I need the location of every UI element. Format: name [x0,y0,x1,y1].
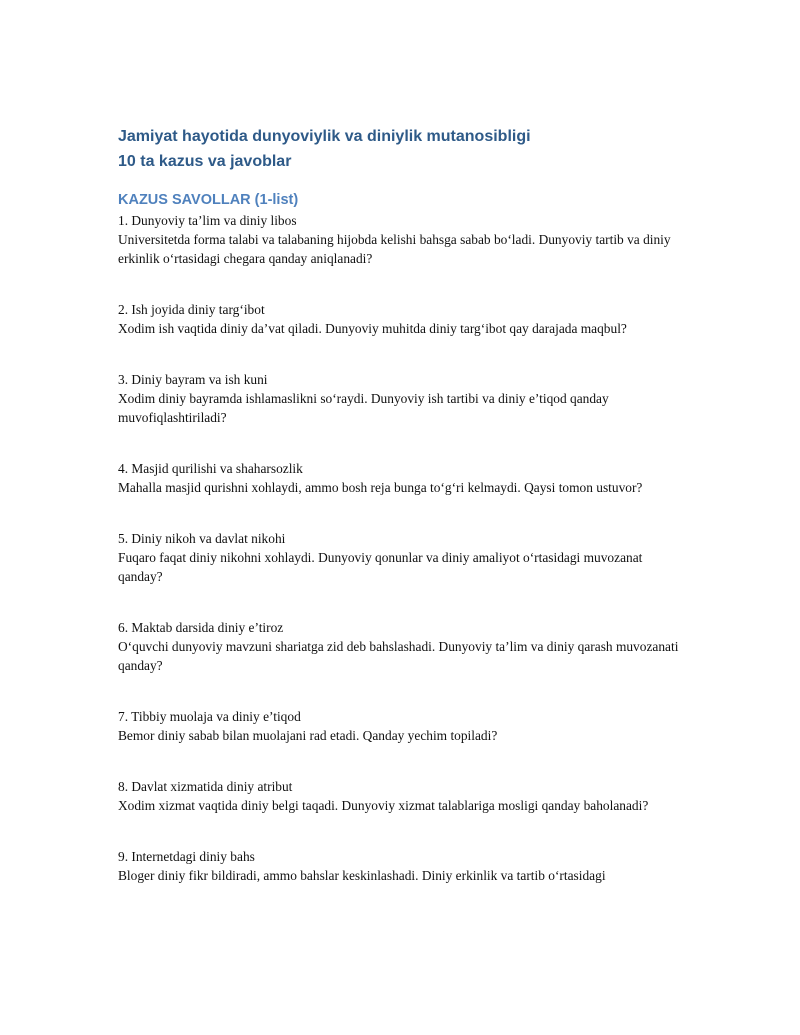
title-line-1: Jamiyat hayotida dunyoviylik va diniylik mutanosibligi [118,128,531,145]
case-item [118,529,688,586]
case-text: Bloger diniy fikr bildiradi, ammo bahslar keskinlashadi. Diniy erkinlik va tartib o‘rtasidagi [118,868,606,883]
case-title: 5. Diniy nikoh va davlat nikohi [118,531,286,546]
document-page [118,124,688,917]
case-item [118,211,688,268]
case-item [118,707,688,745]
case-title: 9. Internetdagi diniy bahs [118,849,255,864]
case-text: Bemor diniy sabab bilan muolajani rad etadi. Qanday yechim topiladi? [118,728,498,743]
case-title: 2. Ish joyida diniy targ‘ibot [118,302,265,317]
case-item [118,618,688,675]
case-list [118,211,688,885]
case-text: Xodim xizmat vaqtida diniy belgi taqadi. Dunyoviy xizmat talablariga mosligi qanday baholanadi? [118,798,649,813]
case-text: O‘quvchi dunyoviy mavzuni shariatga zid deb bahslashadi. Dunyoviy ta’lim va diniy qarash muvozanati qanday? [118,639,679,673]
section-heading: KAZUS SAVOLLAR (1-list) [118,192,299,208]
case-text: Fuqaro faqat diniy nikohni xohlaydi. Dunyoviy qonunlar va diniy amaliyot o‘rtasidagi muvozanat qanday? [118,550,643,584]
case-text: Universitetda forma talabi va talabaning hijobda kelishi bahsga sabab bo‘ladi. Dunyoviy tartib va diniy erkinlik o‘rtasidagi chegara qanday aniqlanadi? [118,232,671,266]
title-line-2: 10 ta kazus va javoblar [118,153,292,170]
case-item [118,300,688,338]
case-text: Xodim ish vaqtida diniy da’vat qiladi. Dunyoviy muhitda diniy targ‘ibot qay darajada maqbul? [118,321,627,336]
case-title: 1. Dunyoviy ta’lim va diniy libos [118,213,297,228]
case-text: Mahalla masjid qurishni xohlaydi, ammo bosh reja bunga to‘g‘ri kelmaydi. Qaysi tomon ustuvor? [118,480,643,495]
case-item [118,459,688,497]
case-title: 4. Masjid qurilishi va shaharsozlik [118,461,303,476]
case-item [118,370,688,427]
case-item [118,847,688,885]
case-text: Xodim diniy bayramda ishlamaslikni so‘raydi. Dunyoviy ish tartibi va diniy e’tiqod qanday muvofiqlashtiriladi? [118,391,609,425]
case-title: 6. Maktab darsida diniy e’tiroz [118,620,284,635]
case-title: 8. Davlat xizmatida diniy atribut [118,779,293,794]
case-title: 7. Tibbiy muolaja va diniy e’tiqod [118,709,301,724]
document-title [118,124,688,174]
case-item [118,777,688,815]
case-title: 3. Diniy bayram va ish kuni [118,372,268,387]
